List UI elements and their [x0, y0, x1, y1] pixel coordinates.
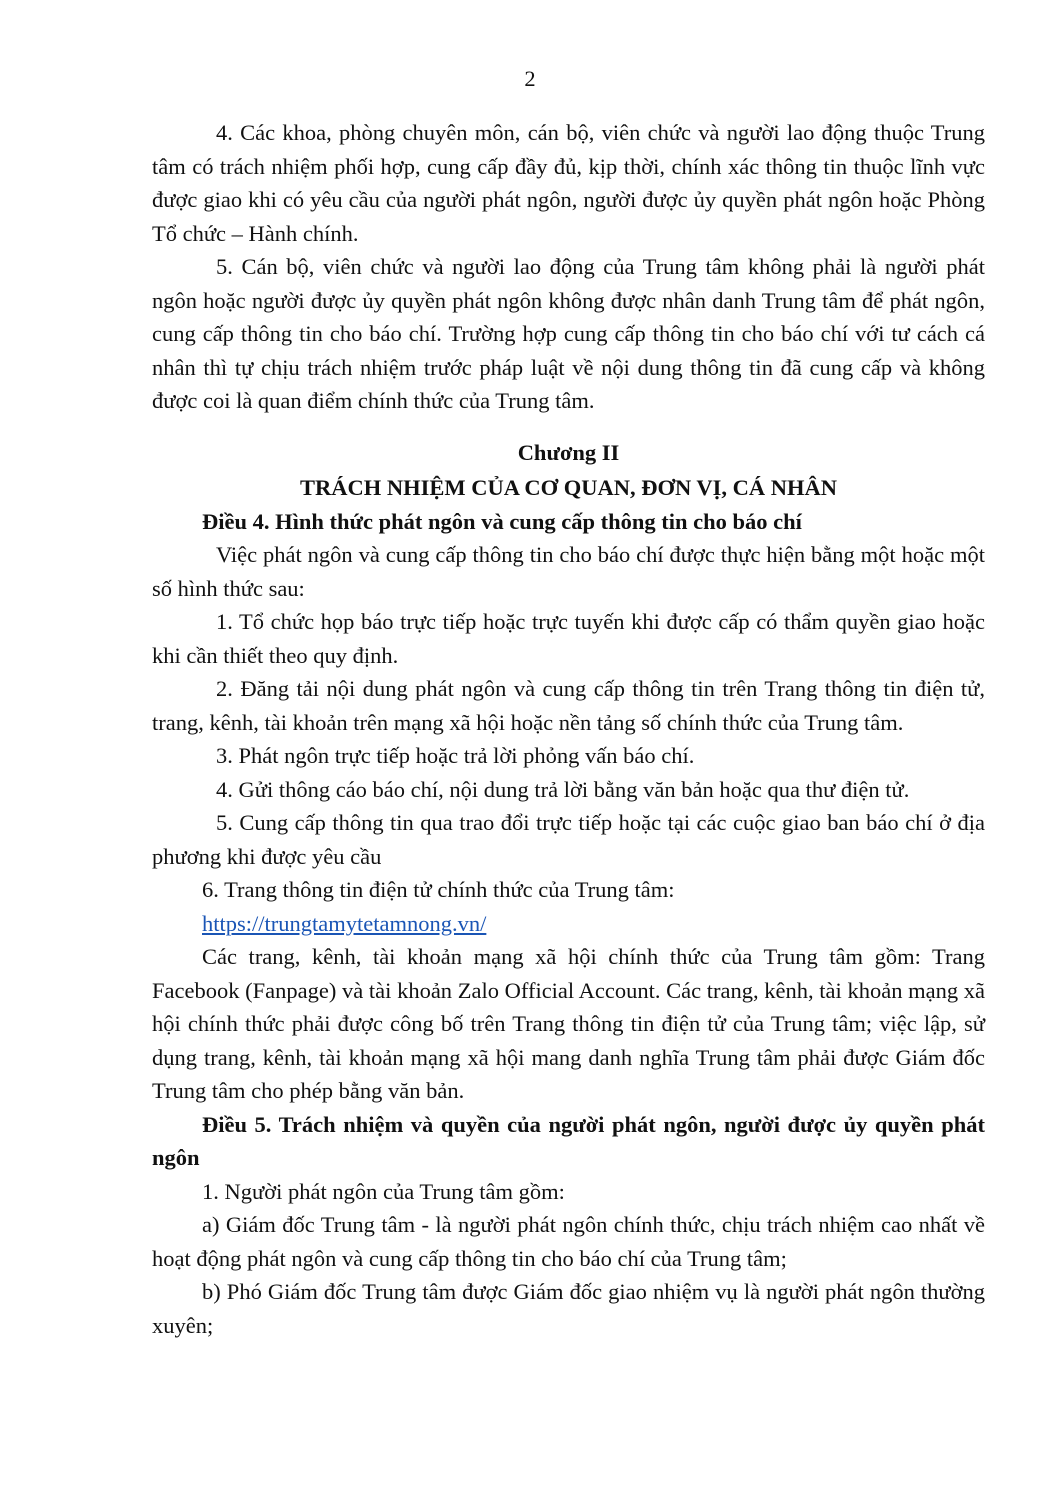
document-body — [152, 116, 985, 1342]
article-4-intro: Việc phát ngôn và cung cấp thông tin cho báo chí được thực hiện bằng một hoặc một số hình thức sau: — [152, 542, 985, 601]
chapter-title: TRÁCH NHIỆM CỦA CƠ QUAN, ĐƠN VỊ, CÁ NHÂN — [299, 475, 838, 500]
paragraph-item-4: 4. Các khoa, phòng chuyên môn, cán bộ, viên chức và người lao động thuộc Trung tâm có trách nhiệm phối hợp, cung cấp đầy đủ, kịp thời, chính xác thông tin thuộc lĩnh vực được giao khi có yêu cầu của người phát ngôn, người được ủy quyền phát ngôn hoặc Phòng Tổ chức – Hành chính. — [152, 120, 985, 246]
article-4-social-accounts: Các trang, kênh, tài khoản mạng xã hội chính thức của Trung tâm gồm: Trang Facebook (Fanpage) và tài khoản Zalo Official Account. Các trang, kênh, tài khoản mạng xã hội chính thức phải được công bố trên Trang thông tin điện tử của Trung tâm; việc lập, sử dụng trang, kênh, tài khoản mạng xã hội mang danh nghĩa Trung tâm phải được Giám đốc Trung tâm cho phép bằng văn bản. — [152, 944, 985, 1103]
article-4-item-2: 2. Đăng tải nội dung phát ngôn và cung cấp thông tin trên Trang thông tin điện tử, trang, kênh, tài khoản trên mạng xã hội hoặc nền tảng số chính thức của Trung tâm. — [152, 676, 985, 735]
article-5-item-a: a) Giám đốc Trung tâm - là người phát ngôn chính thức, chịu trách nhiệm cao nhất về hoạt động phát ngôn và cung cấp thông tin cho báo chí của Trung tâm; — [152, 1212, 985, 1271]
article-5-heading: Điều 5. Trách nhiệm và quyền của người phát ngôn, người được ủy quyền phát ngôn — [152, 1111, 985, 1170]
article-4-heading: Điều 4. Hình thức phát ngôn và cung cấp thông tin cho báo chí — [202, 508, 802, 534]
article-4-item-4: 4. Gửi thông cáo báo chí, nội dung trả lời bằng văn bản hoặc qua thư điện tử. — [216, 776, 910, 802]
article-4-item-1: 1. Tổ chức họp báo trực tiếp hoặc trực tuyến khi được cấp có thẩm quyền giao hoặc khi cần thiết theo quy định. — [152, 609, 985, 668]
article-5-item-1: 1. Người phát ngôn của Trung tâm gồm: — [202, 1178, 565, 1204]
website-link[interactable]: https://trungtamytetamnong.vn/ — [202, 910, 487, 936]
paragraph-item-5: 5. Cán bộ, viên chức và người lao động của Trung tâm không phải là người phát ngôn hoặc người được ủy quyền phát ngôn không được nhân danh Trung tâm để phát ngôn, cung cấp thông tin cho báo chí. Trường hợp cung cấp thông tin cho báo chí với tư cách cá nhân thì tự chịu trách nhiệm trước pháp luật về nội dung thông tin đã cung cấp và không được coi là quan điểm chính thức của Trung tâm. — [152, 254, 985, 413]
article-4-item-6: 6. Trang thông tin điện tử chính thức của Trung tâm: — [202, 877, 675, 902]
article-5-item-b: b) Phó Giám đốc Trung tâm được Giám đốc giao nhiệm vụ là người phát ngôn thường xuyên; — [152, 1279, 985, 1338]
page-number: 2 — [524, 66, 536, 91]
chapter-label: Chương II — [517, 439, 620, 465]
article-4-item-5: 5. Cung cấp thông tin qua trao đổi trực tiếp hoặc tại các cuộc giao ban báo chí ở địa phương khi được yêu cầu — [152, 810, 985, 869]
article-4-item-3: 3. Phát ngôn trực tiếp hoặc trả lời phỏng vấn báo chí. — [216, 743, 695, 768]
